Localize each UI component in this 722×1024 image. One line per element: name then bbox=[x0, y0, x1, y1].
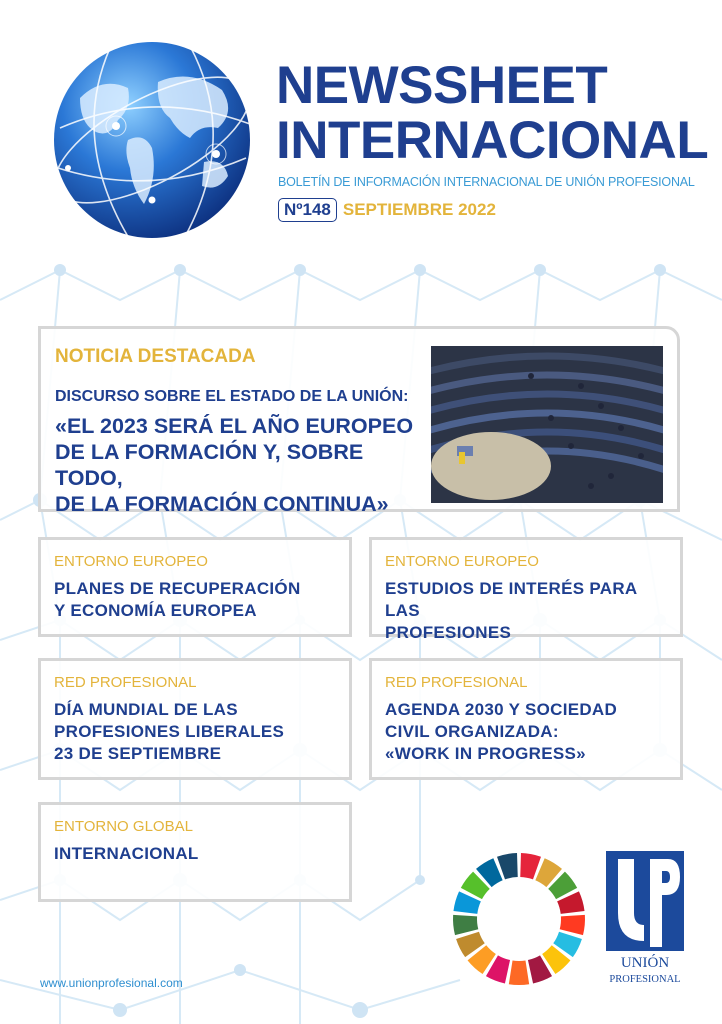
card-world-day[interactable] bbox=[38, 658, 352, 780]
headline-line-2: DE LA FORMACIÓN Y, SOBRE TODO, bbox=[55, 440, 364, 490]
card-studies[interactable] bbox=[369, 537, 683, 642]
featured-kicker: NOTICIA DESTACADA bbox=[55, 346, 256, 367]
card-title-line: «WORK IN PROGRESS» bbox=[385, 744, 586, 763]
card-recovery-plans[interactable] bbox=[38, 537, 352, 637]
card-title-line: CIVIL ORGANIZADA: bbox=[385, 722, 559, 741]
card-kicker: ENTORNO EUROPEO bbox=[54, 553, 208, 570]
sdg-wheel-icon bbox=[451, 851, 587, 987]
masthead-subtitle: BOLETÍN DE INFORMACIÓN INTERNACIONAL DE UNIÓN PROFESIONAL bbox=[278, 175, 695, 189]
card-kicker: RED PROFESIONAL bbox=[385, 674, 528, 691]
issue-date: SEPTIEMBRE 2022 bbox=[342, 200, 496, 219]
card-title-line: AGENDA 2030 Y SOCIEDAD bbox=[385, 700, 618, 719]
card-international[interactable] bbox=[38, 802, 352, 902]
issue-info bbox=[278, 198, 496, 222]
masthead-title bbox=[276, 58, 708, 168]
sdg-segment bbox=[560, 915, 585, 935]
featured-subhead: DISCURSO SOBRE EL ESTADO DE LA UNIÓN: bbox=[55, 388, 409, 405]
title-line-2: INTERNACIONAL bbox=[276, 111, 709, 170]
card-title bbox=[54, 843, 336, 865]
card-title bbox=[54, 578, 336, 622]
issue-number-badge: Nº148 bbox=[278, 198, 337, 222]
card-title-line: PROFESIONES LIBERALES bbox=[54, 722, 285, 741]
card-kicker: ENTORNO GLOBAL bbox=[54, 818, 193, 835]
website-link[interactable]: www.unionprofesional.com bbox=[40, 976, 183, 990]
card-kicker: RED PROFESIONAL bbox=[54, 674, 197, 691]
featured-headline bbox=[55, 413, 435, 517]
parliament-photo bbox=[431, 346, 663, 503]
card-title-line: ESTUDIOS DE INTERÉS PARA LAS bbox=[385, 579, 637, 620]
card-kicker: ENTORNO EUROPEO bbox=[385, 553, 539, 570]
card-title-line: PROFESIONES bbox=[385, 623, 512, 642]
card-title-line: PLANES DE RECUPERACIÓN bbox=[54, 579, 301, 598]
card-title-line: INTERNACIONAL bbox=[54, 844, 199, 863]
card-title-line: Y ECONOMÍA EUROPEA bbox=[54, 601, 257, 620]
logo-line-1: UNIÓN bbox=[620, 955, 670, 971]
card-title-line: DÍA MUNDIAL DE LAS bbox=[54, 700, 238, 719]
sdg-segment bbox=[509, 961, 529, 985]
union-profesional-logo bbox=[604, 851, 686, 986]
card-agenda-2030[interactable] bbox=[369, 658, 683, 780]
logo-line-2: PROFESIONAL bbox=[609, 974, 681, 985]
card-title-line: 23 DE SEPTIEMBRE bbox=[54, 744, 222, 763]
card-title bbox=[54, 699, 336, 765]
sdg-segment bbox=[453, 915, 478, 935]
featured-story[interactable] bbox=[38, 326, 680, 516]
globe-icon bbox=[40, 28, 265, 253]
headline-line-3: DE LA FORMACIÓN CONTINUA» bbox=[55, 492, 389, 516]
card-title bbox=[385, 699, 667, 765]
headline-line-1: «EL 2023 SERÁ EL AÑO EUROPEO bbox=[55, 414, 414, 438]
card-title bbox=[385, 578, 667, 644]
title-line-1: NEWSSHEET bbox=[276, 56, 608, 115]
